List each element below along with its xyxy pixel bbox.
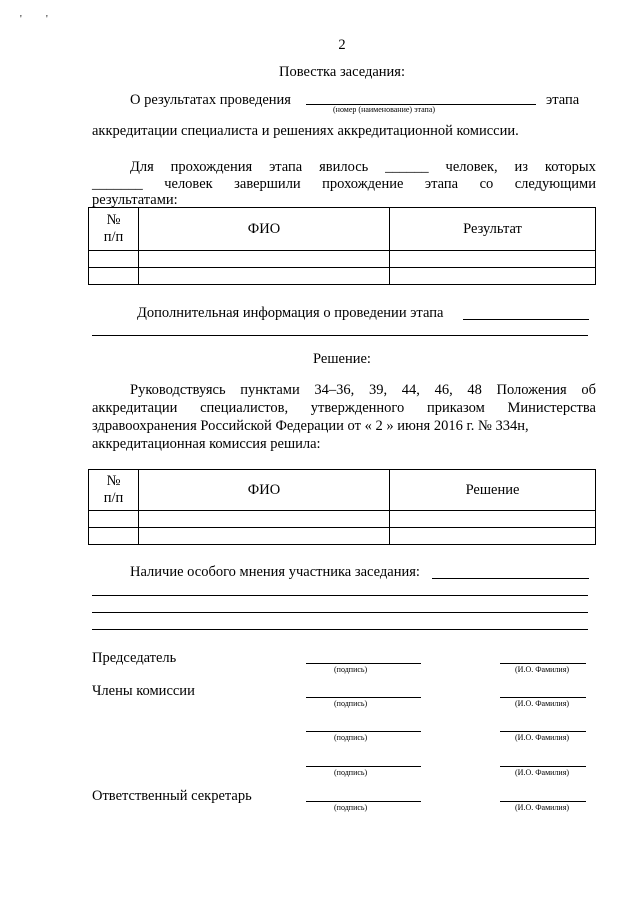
name-caption: (И.О. Фамилия) bbox=[515, 768, 570, 777]
word: об bbox=[581, 382, 596, 398]
signature-caption: (подпись) bbox=[334, 665, 368, 674]
special-opinion-label: Наличие особого мнения участника заседания: bbox=[130, 564, 420, 580]
table-cell bbox=[390, 511, 596, 528]
name-line bbox=[500, 766, 586, 767]
table-row bbox=[89, 511, 596, 528]
table-cell bbox=[89, 268, 139, 285]
word: со bbox=[479, 176, 494, 192]
decision-line4: аккредитационная комиссия решила: bbox=[92, 436, 321, 452]
word: утвержденного bbox=[310, 400, 405, 416]
decision-title: Решение: bbox=[313, 351, 371, 367]
signature-caption: (подпись) bbox=[334, 699, 368, 708]
attended-count-blank: ______ bbox=[385, 159, 429, 175]
agenda-prefix: О результатах проведения bbox=[130, 92, 291, 108]
word: этапа bbox=[269, 159, 303, 175]
signature-caption: (подпись) bbox=[334, 803, 368, 812]
table-cell bbox=[390, 528, 596, 545]
additional-info-label: Дополнительная информация о проведении этапа bbox=[137, 305, 444, 321]
attendance-line1 bbox=[130, 160, 596, 175]
agenda-title: Повестка заседания: bbox=[279, 64, 405, 80]
word: человек bbox=[164, 176, 213, 192]
word: 39, bbox=[368, 382, 388, 398]
table-row bbox=[89, 268, 596, 285]
table-cell bbox=[390, 268, 596, 285]
name-caption: (И.О. Фамилия) bbox=[515, 699, 570, 708]
table-cell bbox=[89, 251, 139, 268]
word: 48 bbox=[467, 382, 482, 398]
corner-mark-left: ' bbox=[20, 14, 22, 25]
name-caption: (И.О. Фамилия) bbox=[515, 665, 570, 674]
name-line bbox=[500, 801, 586, 802]
signature-caption: (подпись) bbox=[334, 733, 368, 742]
word: явилось bbox=[319, 159, 369, 175]
results-table bbox=[88, 207, 596, 285]
word: аккредитации bbox=[92, 400, 178, 416]
word: Положения bbox=[496, 382, 567, 398]
table-header-row bbox=[89, 470, 596, 511]
table-row bbox=[89, 251, 596, 268]
word: следующими bbox=[514, 176, 596, 192]
col-fio-header: ФИО bbox=[139, 470, 390, 511]
col-result-header: Результат bbox=[390, 208, 596, 251]
signature-line bbox=[306, 663, 421, 664]
attendance-line2 bbox=[92, 177, 596, 192]
name-line bbox=[500, 663, 586, 664]
chairman-label: Председатель bbox=[92, 650, 177, 666]
word: специалистов, bbox=[200, 400, 289, 416]
word: 46, bbox=[434, 382, 453, 398]
members-label: Члены комиссии bbox=[92, 683, 195, 699]
table-cell bbox=[89, 511, 139, 528]
table-row bbox=[89, 528, 596, 545]
signature-line bbox=[306, 697, 421, 698]
signature-caption: (подпись) bbox=[334, 768, 368, 777]
secretary-label: Ответственный секретарь bbox=[92, 788, 252, 804]
name-caption: (И.О. Фамилия) bbox=[515, 803, 570, 812]
word: которых bbox=[544, 159, 596, 175]
special-opinion-line bbox=[432, 578, 589, 579]
table-cell bbox=[139, 511, 390, 528]
attendance-line3: результатами: bbox=[92, 192, 178, 208]
table-cell bbox=[139, 528, 390, 545]
word: прохождение bbox=[322, 176, 404, 192]
signature-line bbox=[306, 766, 421, 767]
name-caption: (И.О. Фамилия) bbox=[515, 733, 570, 742]
col-decision-header: Решение bbox=[390, 470, 596, 511]
word: Руководствуясь bbox=[130, 382, 226, 398]
special-opinion-line-4 bbox=[92, 629, 588, 630]
decision-line1 bbox=[130, 383, 596, 398]
additional-info-line-2 bbox=[92, 335, 588, 336]
special-opinion-line-2 bbox=[92, 595, 588, 596]
table-cell bbox=[89, 528, 139, 545]
special-opinion-line-3 bbox=[92, 612, 588, 613]
col-fio-header: ФИО bbox=[139, 208, 390, 251]
agenda-line2: аккредитации специалиста и решениях аккредитационной комиссии. bbox=[92, 123, 519, 139]
word: человек, bbox=[445, 159, 498, 175]
additional-info-line bbox=[463, 319, 589, 320]
name-line bbox=[500, 731, 586, 732]
word: 44, bbox=[401, 382, 420, 398]
name-line bbox=[500, 697, 586, 698]
signature-line bbox=[306, 731, 421, 732]
agenda-suffix: этапа bbox=[546, 92, 580, 108]
word: приказом bbox=[426, 400, 485, 416]
col-number-header: № п/п bbox=[89, 470, 139, 511]
word: пунктами bbox=[240, 382, 300, 398]
word: из bbox=[514, 159, 529, 175]
table-cell bbox=[390, 251, 596, 268]
col-number-header: № п/п bbox=[89, 208, 139, 251]
decision-line3: здравоохранения Российской Федерации от « 2 » июня 2016 г. № 334н, bbox=[92, 418, 529, 434]
word: Министерства bbox=[507, 400, 596, 416]
word: прохождения bbox=[170, 159, 253, 175]
stage-caption: (номер (наименование) этапа) bbox=[333, 105, 436, 114]
word: Для bbox=[130, 159, 154, 175]
word: этапа bbox=[424, 176, 459, 192]
table-header-row bbox=[89, 208, 596, 251]
table-cell bbox=[139, 268, 390, 285]
word: завершили bbox=[234, 176, 301, 192]
completed-count-blank: _______ bbox=[92, 176, 143, 192]
word: 34–36, bbox=[314, 382, 355, 398]
decision-line2 bbox=[92, 401, 596, 416]
page-number: 2 bbox=[338, 37, 346, 53]
corner-mark-right: ' bbox=[46, 14, 48, 25]
decision-table bbox=[88, 469, 596, 545]
table-cell bbox=[139, 251, 390, 268]
signature-line bbox=[306, 801, 421, 802]
